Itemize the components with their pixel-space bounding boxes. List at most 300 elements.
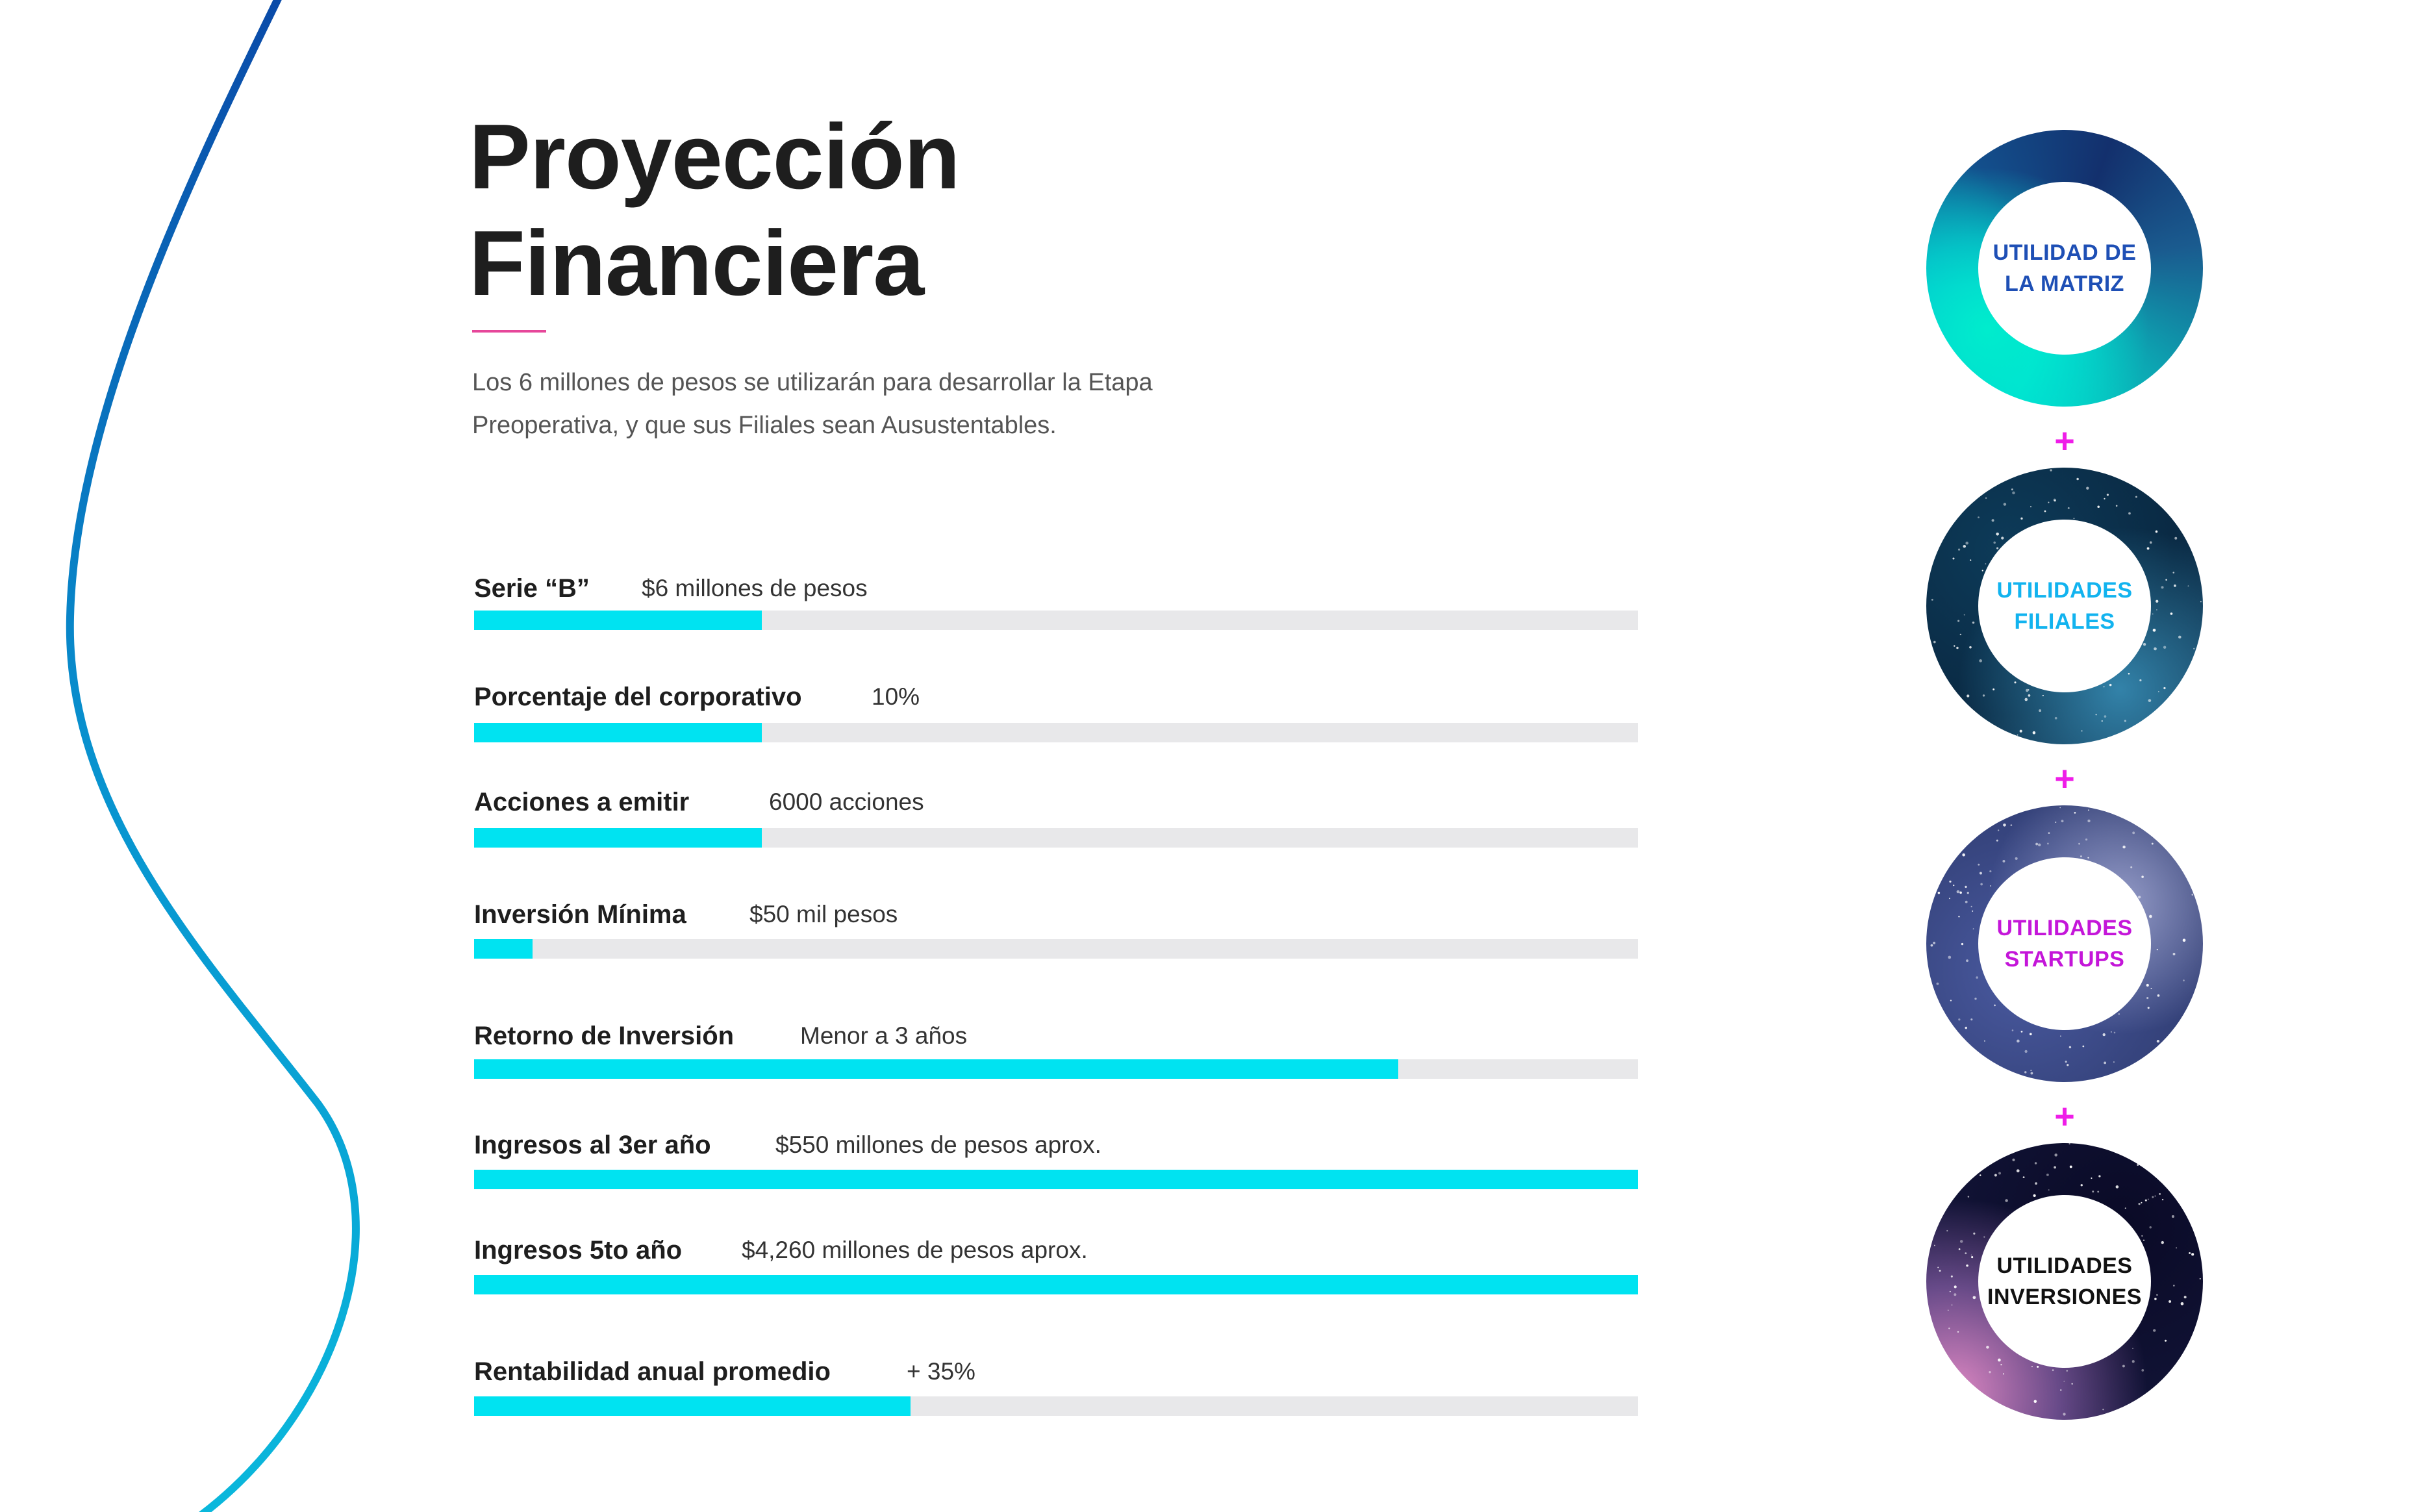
star xyxy=(2076,478,2079,481)
star xyxy=(1985,498,1987,499)
star xyxy=(2193,648,2194,649)
star xyxy=(1938,892,1940,894)
star xyxy=(1937,1267,1939,1268)
star xyxy=(1965,1252,1967,1254)
star xyxy=(1989,1371,1991,1373)
metric-serie-b xyxy=(474,570,1638,642)
star xyxy=(1973,1233,1975,1235)
star xyxy=(1996,533,1999,536)
star xyxy=(2068,507,2070,509)
ring-label-line-2: STARTUPS xyxy=(2004,947,2125,972)
star xyxy=(2156,609,2157,611)
star xyxy=(1994,1174,1997,1177)
star xyxy=(2078,843,2080,845)
star xyxy=(1976,976,1978,979)
metric-label: Ingresos al 3er año xyxy=(474,1131,711,1159)
star xyxy=(1962,853,1965,856)
star xyxy=(2024,698,2028,701)
metric-inversion-minima xyxy=(474,896,1638,968)
ring-utilidad-matriz xyxy=(1926,130,2203,407)
star xyxy=(2152,613,2154,614)
star xyxy=(2149,915,2152,918)
star xyxy=(1954,645,1955,646)
star xyxy=(2163,646,2166,649)
star xyxy=(1957,620,1959,622)
metric-bar-track xyxy=(474,1396,1638,1416)
star xyxy=(2143,1239,2145,1241)
star xyxy=(1963,545,1966,548)
ring-label xyxy=(1997,913,2133,975)
star xyxy=(1970,559,1971,561)
title-line-1: Proyección xyxy=(469,105,960,208)
star xyxy=(1989,870,1991,872)
star xyxy=(1978,516,1980,518)
star xyxy=(2035,1182,2037,1185)
star xyxy=(1931,944,1933,947)
star xyxy=(2104,715,2107,718)
star xyxy=(2161,1241,2164,1244)
star xyxy=(1970,1018,1972,1020)
metric-bar-fill xyxy=(474,1275,1638,1294)
star xyxy=(2059,807,2061,809)
star xyxy=(2055,822,2056,823)
ring-label-line-1: UTILIDAD DE xyxy=(1993,240,2137,265)
star xyxy=(2153,1329,2156,1331)
star xyxy=(2071,1383,2072,1384)
star xyxy=(1998,1172,2001,1174)
metric-value: Menor a 3 años xyxy=(800,1022,968,1049)
ring-label-line-2: FILIALES xyxy=(2014,609,2115,634)
star xyxy=(1973,928,1974,929)
metric-ingresos-5to-ano xyxy=(474,1232,1638,1304)
star xyxy=(2148,699,2152,702)
star xyxy=(2004,503,2007,506)
star xyxy=(1949,881,1951,883)
star xyxy=(2031,1366,2033,1367)
star xyxy=(2043,695,2044,696)
metric-value: $4,260 millones de pesos aprox. xyxy=(742,1237,1088,1263)
star xyxy=(2052,1369,2054,1371)
star xyxy=(2060,1389,2061,1391)
star xyxy=(2028,694,2031,697)
star xyxy=(1980,883,1983,886)
star xyxy=(2054,1153,2057,1157)
star xyxy=(2003,824,2006,827)
star xyxy=(2147,548,2150,550)
star xyxy=(2024,1071,2026,1073)
star xyxy=(1966,1265,1968,1267)
star xyxy=(2122,1365,2125,1367)
star xyxy=(1948,1310,1949,1311)
star xyxy=(1958,916,1960,918)
star xyxy=(1967,694,1969,697)
star xyxy=(2054,499,2056,501)
star xyxy=(1958,1018,1960,1020)
metric-value: $550 millones de pesos aprox. xyxy=(775,1131,1101,1158)
star xyxy=(2028,689,2030,690)
star xyxy=(2141,876,2144,878)
star xyxy=(1950,1000,1952,1001)
star xyxy=(2091,1178,2092,1179)
star xyxy=(2138,896,2141,898)
star xyxy=(2068,1143,2070,1144)
star xyxy=(2061,820,2064,822)
utilities-stack xyxy=(1926,130,2203,1429)
star xyxy=(2150,541,2152,544)
star xyxy=(2020,730,2022,733)
star xyxy=(1996,840,1998,842)
star xyxy=(2152,1196,2154,1198)
star xyxy=(2026,689,2029,692)
star xyxy=(2050,469,2052,471)
metric-bar-track xyxy=(474,1170,1638,1189)
star xyxy=(2162,1199,2163,1200)
star xyxy=(2081,1184,2083,1186)
metric-bar-track xyxy=(474,723,1638,742)
metric-bar-fill xyxy=(474,723,762,742)
star xyxy=(2088,809,2089,811)
star xyxy=(2046,1174,2049,1176)
star xyxy=(2174,585,2176,587)
metric-label: Porcentaje del corporativo xyxy=(474,683,802,711)
star xyxy=(1974,998,1976,1000)
star xyxy=(2148,1007,2150,1009)
star xyxy=(1990,885,1991,887)
metric-bar-fill xyxy=(474,1059,1398,1079)
star xyxy=(1994,1005,1996,1007)
star xyxy=(2189,1252,2191,1254)
star xyxy=(2054,499,2056,501)
star xyxy=(1980,1174,1981,1176)
star xyxy=(1937,983,1939,985)
star xyxy=(2141,1369,2144,1372)
star xyxy=(2111,1031,2112,1033)
star xyxy=(2156,1294,2157,1296)
star xyxy=(2107,494,2109,496)
star xyxy=(2103,1033,2106,1036)
star xyxy=(2017,735,2018,736)
star xyxy=(2097,505,2100,508)
metric-bar-fill xyxy=(474,1396,911,1416)
metric-rentabilidad-anual xyxy=(474,1354,1638,1425)
star xyxy=(2030,1070,2031,1071)
star xyxy=(2183,979,2185,981)
star xyxy=(2020,518,2022,520)
star xyxy=(2095,714,2096,715)
star xyxy=(2173,953,2176,955)
star xyxy=(1946,1230,1948,1231)
star xyxy=(2155,1196,2156,1197)
star xyxy=(2005,1199,2007,1202)
star xyxy=(1952,558,1954,560)
star xyxy=(2165,579,2167,581)
star xyxy=(2141,1202,2142,1203)
star xyxy=(2035,843,2038,846)
star xyxy=(1957,890,1960,894)
metric-bar-fill xyxy=(474,1170,1638,1189)
star xyxy=(1957,1331,1959,1332)
star xyxy=(2146,997,2148,999)
star xyxy=(2118,1013,2120,1015)
star xyxy=(1966,959,1968,962)
star xyxy=(2153,629,2156,632)
star xyxy=(2030,506,2031,507)
star xyxy=(2172,1215,2174,1218)
star xyxy=(2011,824,2013,826)
star xyxy=(2003,1373,2004,1374)
star xyxy=(2125,1207,2126,1209)
star xyxy=(1971,1256,1973,1258)
star xyxy=(2132,1360,2135,1363)
metric-label: Retorno de Inversión xyxy=(474,1022,735,1050)
star xyxy=(1965,1027,1967,1029)
metric-label: Acciones a emitir xyxy=(474,788,690,816)
description-line-1: Los 6 millones de pesos se utilizarán para desarrollar la Etapa xyxy=(472,369,1153,396)
metric-bar-fill xyxy=(474,611,762,630)
star xyxy=(1934,1245,1935,1246)
ring-label-line-2: INVERSIONES xyxy=(1987,1285,2142,1309)
star xyxy=(1965,886,1967,888)
metric-value: $6 millones de pesos xyxy=(642,575,868,601)
star xyxy=(2086,487,2089,490)
star xyxy=(2017,1169,2020,1172)
star xyxy=(2098,1175,2100,1177)
star xyxy=(2066,1370,2068,1372)
star xyxy=(1951,1304,1952,1305)
metric-bar-track xyxy=(474,1275,1638,1294)
star xyxy=(2145,1200,2147,1202)
ring-label-line-1: UTILIDADES xyxy=(1996,578,2133,603)
star xyxy=(2033,1194,2035,1197)
metric-bar-track xyxy=(474,939,1638,959)
star xyxy=(2130,866,2132,868)
star xyxy=(1978,864,1980,866)
star xyxy=(2132,831,2135,834)
star xyxy=(2174,537,2177,540)
star xyxy=(2048,502,2049,503)
star xyxy=(2012,492,2015,495)
star xyxy=(2152,843,2154,845)
metric-label: Serie “B” xyxy=(474,574,590,603)
metric-ingresos-3er-ano xyxy=(474,1127,1638,1198)
star xyxy=(2200,601,2202,603)
star xyxy=(2103,686,2104,687)
star xyxy=(1939,1270,1941,1272)
metric-bar-fill xyxy=(474,939,533,959)
star xyxy=(1959,1248,1961,1250)
star xyxy=(2157,949,2158,950)
star xyxy=(2097,1191,2099,1192)
star xyxy=(2124,720,2126,722)
star xyxy=(2017,1040,2020,1043)
star xyxy=(2048,1189,2050,1191)
star xyxy=(1959,892,1962,894)
star xyxy=(1933,942,1935,944)
star xyxy=(1980,872,1982,874)
star xyxy=(2183,939,2186,942)
metric-value: + 35% xyxy=(907,1358,975,1385)
star xyxy=(1949,898,1950,899)
star xyxy=(1982,570,1983,571)
metrics-list xyxy=(474,0,1638,1512)
star xyxy=(1956,647,1959,649)
star xyxy=(2116,505,2118,507)
star xyxy=(2143,643,2146,646)
star xyxy=(2156,600,2158,603)
star xyxy=(2014,681,2016,683)
star xyxy=(2146,984,2149,987)
star xyxy=(1992,519,1994,522)
title-line-2: Financiera xyxy=(469,212,924,315)
star xyxy=(2132,1348,2133,1349)
star xyxy=(2139,679,2141,681)
star xyxy=(1973,1296,1976,1299)
star xyxy=(2039,709,2041,712)
star xyxy=(2087,857,2089,859)
star xyxy=(2173,1285,2175,1287)
star xyxy=(2173,572,2175,573)
metric-value: $50 mil pesos xyxy=(749,901,898,927)
plus-sign: + xyxy=(2054,422,2075,460)
star xyxy=(2116,1185,2119,1189)
star xyxy=(2141,1235,2143,1237)
star xyxy=(2156,531,2158,533)
star xyxy=(2074,812,2076,814)
ring-label xyxy=(1997,575,2133,637)
star xyxy=(2087,820,2090,822)
star xyxy=(2104,1061,2106,1064)
star xyxy=(2128,512,2131,515)
star xyxy=(2149,1226,2152,1229)
star xyxy=(2137,1164,2139,1166)
star xyxy=(1954,1285,1957,1288)
star xyxy=(1965,901,1968,903)
star xyxy=(2023,1176,2025,1178)
ring-label-line-1: UTILIDADES xyxy=(1996,1254,2133,1278)
star xyxy=(1951,1276,1953,1278)
star xyxy=(2191,894,2193,896)
star xyxy=(2031,1072,2033,1075)
star xyxy=(2000,1364,2002,1365)
star xyxy=(2060,1035,2061,1037)
star xyxy=(1968,1196,1970,1198)
star xyxy=(1993,688,1994,690)
star xyxy=(2191,1253,2194,1255)
star xyxy=(1979,659,1982,662)
star xyxy=(1972,911,1973,912)
star xyxy=(2109,684,2112,687)
star xyxy=(1993,542,1996,544)
ring-label xyxy=(1987,1250,2142,1313)
star xyxy=(2082,1046,2084,1048)
star xyxy=(2104,498,2105,499)
star xyxy=(2122,846,2125,848)
ring-label xyxy=(1993,237,2137,299)
star xyxy=(2074,518,2075,519)
star xyxy=(1954,1293,1956,1296)
star xyxy=(2181,1302,2184,1305)
star xyxy=(2151,988,2152,989)
ring-label-line-1: UTILIDADES xyxy=(1996,916,2133,940)
ring-center xyxy=(1978,520,2151,692)
star xyxy=(2054,1166,2056,1169)
star xyxy=(2080,855,2082,857)
star xyxy=(2002,860,2005,863)
star xyxy=(2081,730,2082,731)
star xyxy=(1950,1291,1951,1292)
metric-label: Inversión Mínima xyxy=(474,900,686,929)
star xyxy=(1986,1346,1989,1349)
star xyxy=(1998,829,1999,831)
star xyxy=(2163,687,2165,689)
star xyxy=(2148,1199,2149,1200)
plus-sign: + xyxy=(2054,759,2075,798)
star xyxy=(2012,1029,2014,1031)
metric-acciones-emitir xyxy=(474,784,1638,855)
star xyxy=(2048,832,2050,834)
star xyxy=(2044,510,2046,512)
ring-center xyxy=(1978,1195,2151,1368)
star xyxy=(2038,844,2041,846)
star xyxy=(2033,731,2036,735)
star xyxy=(2035,1162,2037,1164)
star xyxy=(2102,1409,2104,1410)
star xyxy=(1948,1328,1950,1329)
star xyxy=(1953,885,1954,886)
star xyxy=(1965,542,1968,545)
star xyxy=(1931,599,1933,601)
ring-utilidades-inversiones xyxy=(1926,1143,2203,1420)
star xyxy=(2169,1300,2171,1303)
ring-label-line-2: LA MATRIZ xyxy=(2005,271,2124,296)
star xyxy=(2184,1296,2187,1298)
metric-bar-fill xyxy=(474,828,762,848)
metric-value: 10% xyxy=(872,683,920,710)
star xyxy=(2015,857,2018,860)
star xyxy=(1971,1254,1972,1255)
star xyxy=(2085,838,2087,840)
star xyxy=(1984,1040,1985,1042)
star xyxy=(2114,1032,2116,1034)
star xyxy=(2024,1050,2027,1053)
star xyxy=(2055,717,2057,720)
metric-label: Ingresos 5to año xyxy=(474,1236,683,1265)
star xyxy=(2154,1298,2156,1300)
ring-utilidades-startups xyxy=(1926,805,2203,1082)
star xyxy=(2012,1159,2015,1161)
star xyxy=(2170,612,2173,615)
star xyxy=(2188,585,2189,586)
star xyxy=(2021,1031,2023,1033)
description-line-2: Preoperativa, y que sus Filiales sean Ausustentables. xyxy=(472,412,1057,439)
ring-utilidades-filiales xyxy=(1926,468,2203,744)
star xyxy=(2159,1193,2161,1195)
star xyxy=(2200,1278,2201,1279)
star xyxy=(1961,943,1963,945)
star xyxy=(1971,906,1972,907)
star xyxy=(2063,1381,2065,1382)
star xyxy=(1985,563,1986,564)
star xyxy=(2065,1061,2067,1063)
star xyxy=(2092,1191,2094,1192)
star xyxy=(1967,892,1969,894)
star xyxy=(1972,622,1974,624)
star xyxy=(1996,548,1998,549)
star xyxy=(2047,842,2049,844)
star xyxy=(2176,1247,2177,1248)
star xyxy=(1998,1359,2001,1362)
star xyxy=(2135,496,2137,498)
